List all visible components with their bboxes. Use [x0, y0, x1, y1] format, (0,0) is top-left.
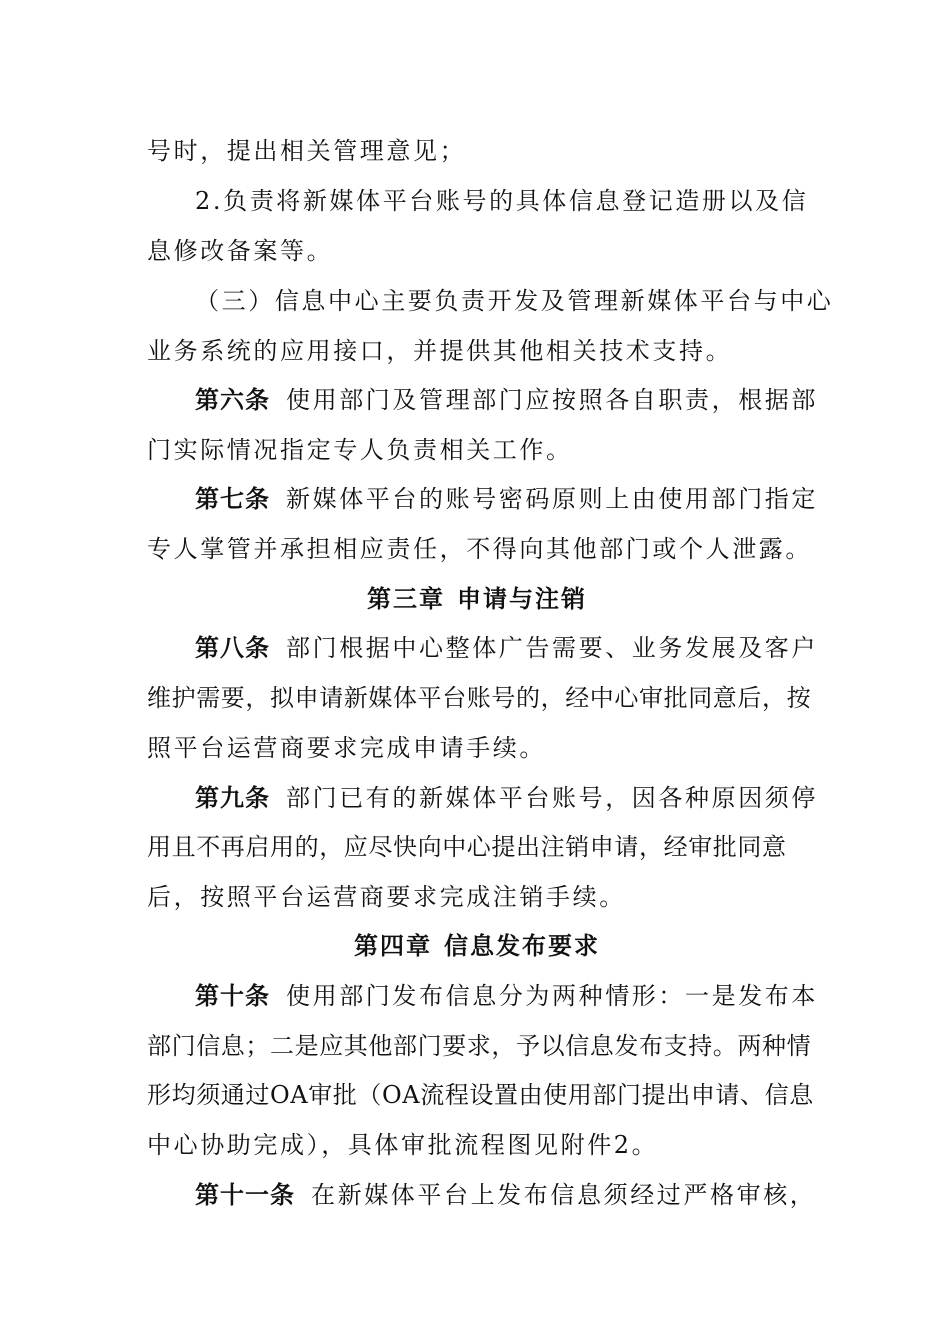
chapter-number: 第三章: [367, 584, 445, 613]
article-number: 第六条: [195, 385, 270, 414]
text-line: 门实际情况指定专人负责相关工作。: [147, 436, 573, 464]
text-line: 部门信息；二是应其他部门要求，予以信息发布支持。两种情: [147, 1032, 812, 1060]
text-line: 形均须通过OA审批（OA流程设置由使用部门提出申请、信息: [147, 1081, 814, 1109]
article-7-line: [195, 484, 818, 514]
article-text: 在新媒体平台上发布信息须经过严格审核，: [311, 1181, 817, 1209]
text-line: 后，按照平台运营商要求完成注销手续。: [147, 883, 626, 911]
article-number: 第七条: [195, 484, 270, 513]
article-text: 部门根据中心整体广告需要、业务发展及客户: [286, 634, 818, 662]
article-text: 使用部门发布信息分为两种情形：一是发布本: [286, 982, 818, 1010]
article-9-line: [195, 783, 818, 813]
text-line: 专人掌管并承担相应责任，不得向其他部门或个人泄露。: [147, 535, 812, 563]
text-line: 号时，提出相关管理意见；: [147, 137, 467, 165]
article-10-line: [195, 981, 818, 1011]
article-number: 第十条: [195, 981, 270, 1010]
article-text: 使用部门及管理部门应按照各自职责，根据部: [286, 386, 818, 414]
text-line: （三）信息中心主要负责开发及管理新媒体平台与中心: [195, 287, 834, 315]
chapter-heading: [147, 931, 807, 961]
article-11-line: [195, 1180, 817, 1210]
article-text: 新媒体平台的账号密码原则上由使用部门指定: [286, 485, 818, 513]
text-line: 业务系统的应用接口，并提供其他相关技术支持。: [147, 337, 733, 365]
text-line: 用且不再启用的，应尽快向中心提出注销申请，经审批同意: [147, 833, 787, 861]
article-number: 第八条: [195, 633, 270, 662]
text-line: 中心协助完成），具体审批流程图见附件2。: [147, 1131, 659, 1159]
chapter-title: 信息发布要求: [444, 931, 600, 960]
article-number: 第十一条: [195, 1180, 295, 1209]
text-line: 维护需要，拟申请新媒体平台账号的，经中心审批同意后，按: [147, 684, 812, 712]
text-line: 息修改备案等。: [147, 237, 334, 265]
chapter-number: 第四章: [354, 931, 432, 960]
text-line: 2.负责将新媒体平台账号的具体信息登记造册以及信: [195, 187, 809, 215]
chapter-heading: [147, 584, 807, 614]
article-8-line: [195, 633, 818, 663]
chapter-title: 申请与注销: [457, 584, 587, 613]
article-text: 部门已有的新媒体平台账号，因各种原因须停: [286, 784, 818, 812]
article-number: 第九条: [195, 783, 270, 812]
article-6-line: [195, 385, 818, 415]
text-line: 照平台运营商要求完成申请手续。: [147, 734, 546, 762]
